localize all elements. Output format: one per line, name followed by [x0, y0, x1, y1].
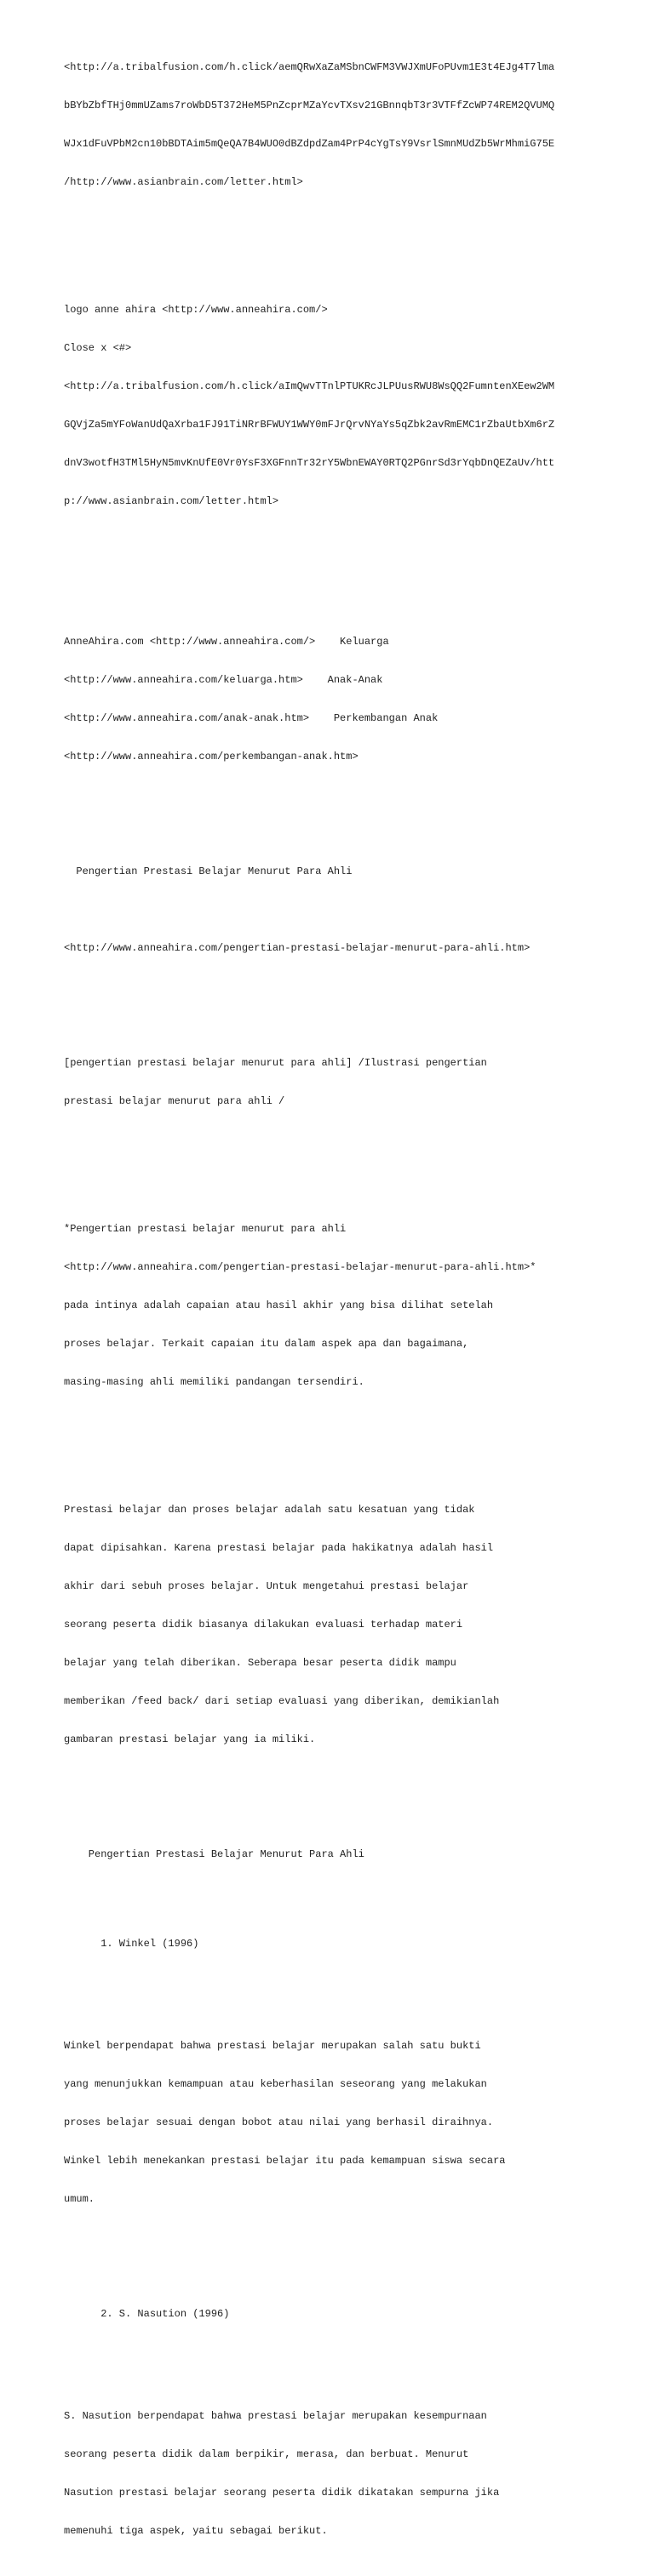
- breadcrumb: [64, 610, 592, 789]
- text-line: seorang peserta didik dalam berpikir, merasa, dan berbuat. Menurut: [64, 2448, 469, 2460]
- expert-heading-nasution: 2. S. Nasution (1996): [64, 2308, 230, 2320]
- text-line: memenuhi tiga aspek, yaitu sebagai berikut.: [64, 2525, 328, 2537]
- text-line: [pengertian prestasi belajar menurut para ahli] /Ilustrasi pengertian: [64, 1057, 487, 1069]
- ad-link-top[interactable]: [64, 36, 592, 214]
- text-line[interactable]: GQVjZa5mYFoWanUdQaXrba1FJ91TiNRrBFWUY1WWY0mFJrQrvNYaYs5qZbk2avRmEMC1rZbaUtbXm6rZ: [64, 419, 555, 431]
- paragraph-2: [64, 1478, 592, 1772]
- expert-body-nasution: [64, 2385, 592, 2563]
- text-line: proses belajar. Terkait capaian itu dalam aspek apa dan bagaimana,: [64, 1338, 469, 1350]
- text-line: pada intinya adalah capaian atau hasil akhir yang bisa dilihat setelah: [64, 1299, 494, 1311]
- text-line: gambaran prestasi belajar yang ia miliki.: [64, 1734, 316, 1745]
- text-line: S. Nasution berpendapat bahwa prestasi belajar merupakan kesempurnaan: [64, 2410, 487, 2422]
- text-line[interactable]: <http://www.anneahira.com/pengertian-prestasi-belajar-menurut-para-ahli.htm>*: [64, 1261, 536, 1273]
- text-line: proses belajar sesuai dengan bobot atau nilai yang berhasil diraihnya.: [64, 2116, 494, 2128]
- text-line: masing-masing ahli memiliki pandangan tersendiri.: [64, 1376, 364, 1388]
- text-line[interactable]: bBYbZbfTHj0mmUZams7roWbD5T372HeM5PnZcprMZaYcvTXsv21GBnnqbT3r3VTFfZcWP74REM2QVUMQ: [64, 100, 555, 111]
- text-line[interactable]: <http://a.tribalfusion.com/h.click/aemQRwXaZaMSbnCWFM3VWJXmUFoPUvm1E3t4EJg4T7lma: [64, 61, 555, 73]
- intro-paragraph: [64, 1197, 592, 1414]
- text-line[interactable]: <http://a.tribalfusion.com/h.click/aImQwvTTnlPTUKRcJLPUusRWU8WsQQ2FumntenXEew2WM: [64, 380, 555, 392]
- text-line[interactable]: /http://www.asianbrain.com/letter.html>: [64, 176, 303, 188]
- breadcrumb-line[interactable]: <http://www.anneahira.com/perkembangan-anak.htm>: [64, 751, 359, 763]
- breadcrumb-line[interactable]: AnneAhira.com <http://www.anneahira.com/> Keluarga: [64, 636, 389, 648]
- text-line: dapat dipisahkan. Karena prestasi belajar pada hakikatnya adalah hasil: [64, 1542, 494, 1554]
- close-link[interactable]: Close x <#>: [64, 342, 132, 354]
- text-line: Nasution prestasi belajar seorang peserta didik dikatakan sempurna jika: [64, 2487, 500, 2499]
- text-line[interactable]: dnV3wotfH3TMl5HyN5mvKnUfE0Vr0YsF3XGFnnTr32rY5WbnEWAY0RTQ2PGnrSd3rYqbDnQEZaUv/htt: [64, 457, 555, 469]
- section-heading: Pengertian Prestasi Belajar Menurut Para Ahli: [64, 1848, 364, 1860]
- expert-body-winkel: [64, 2014, 592, 2231]
- text-line: seorang peserta didik biasanya dilakukan evaluasi terhadap materi: [64, 1619, 463, 1631]
- header-block: [64, 278, 592, 534]
- text-line: Prestasi belajar dan proses belajar adalah satu kesatuan yang tidak: [64, 1504, 475, 1516]
- text-line[interactable]: WJx1dFuVPbM2cn10bBDTAim5mQeQA7B4WUO0dBZdpdZam4PrP4cYgTsY9VsrlSmnMUdZb5WrMhmiG75E: [64, 138, 555, 150]
- logo-link[interactable]: logo anne ahira <http://www.anneahira.com/>: [64, 304, 328, 316]
- title-link[interactable]: <http://www.anneahira.com/pengertian-prestasi-belajar-menurut-para-ahli.htm>: [64, 942, 531, 954]
- text-line: umum.: [64, 2193, 95, 2205]
- page-title: Pengertian Prestasi Belajar Menurut Para Ahli: [64, 865, 353, 877]
- text-line: yang menunjukkan kemampuan atau keberhasilan seseorang yang melakukan: [64, 2078, 487, 2090]
- document-body: [64, 10, 592, 2576]
- text-line: belajar yang telah diberikan. Seberapa besar peserta didik mampu: [64, 1657, 456, 1669]
- text-line[interactable]: p://www.asianbrain.com/letter.html>: [64, 495, 279, 507]
- text-line: memberikan /feed back/ dari setiap evaluasi yang diberikan, demikianlah: [64, 1695, 500, 1707]
- image-caption: [64, 1031, 592, 1134]
- expert-heading-winkel: 1. Winkel (1996): [64, 1938, 199, 1950]
- text-line: akhir dari sebuh proses belajar. Untuk mengetahui prestasi belajar: [64, 1580, 469, 1592]
- text-line: *Pengertian prestasi belajar menurut para ahli: [64, 1223, 347, 1235]
- breadcrumb-line[interactable]: <http://www.anneahira.com/keluarga.htm> Anak-Anak: [64, 674, 383, 686]
- text-line: Winkel lebih menekankan prestasi belajar itu pada kemampuan siswa secara: [64, 2155, 506, 2167]
- text-line: prestasi belajar menurut para ahli /: [64, 1095, 285, 1107]
- breadcrumb-line[interactable]: <http://www.anneahira.com/anak-anak.htm> Perkembangan Anak: [64, 712, 439, 724]
- text-line: Winkel berpendapat bahwa prestasi belajar merupakan salah satu bukti: [64, 2040, 481, 2052]
